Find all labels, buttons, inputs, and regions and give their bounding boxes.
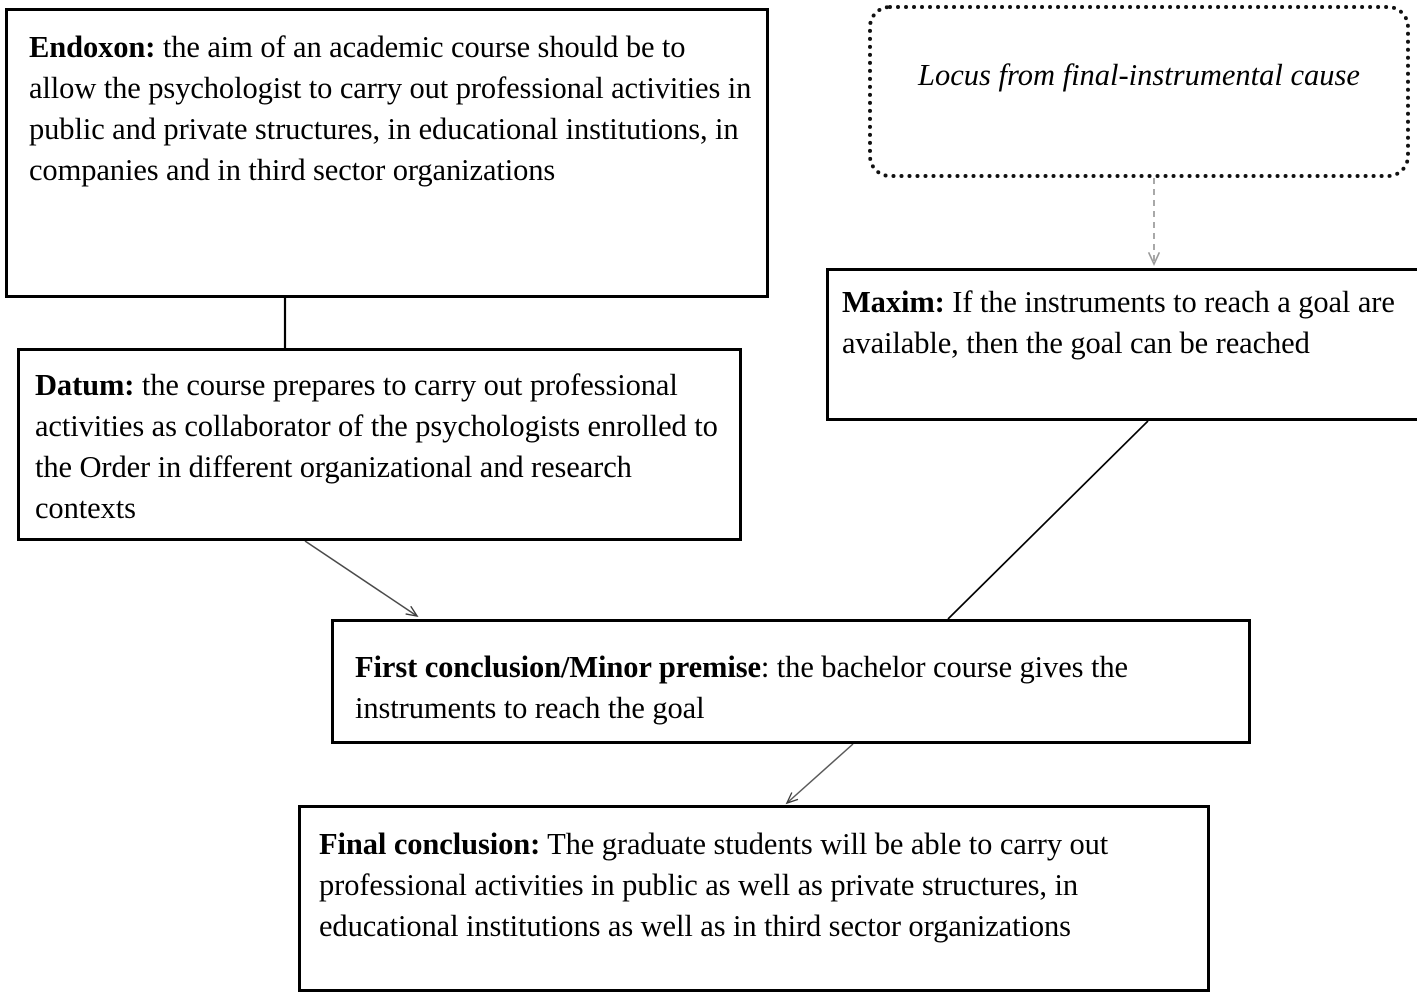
- node-datum-text: [35, 365, 729, 529]
- node-locus-text: Locus from final-instrumental cause: [918, 58, 1360, 92]
- node-final-conclusion[interactable]: [298, 805, 1210, 992]
- node-first-conclusion-body: : the bachelor course gives the instruments to reach the goal: [355, 650, 1128, 726]
- node-datum-body: the course prepares to carry out professional activities as collaborator of the psychologists enrolled to the Order in different organizational and research contexts: [35, 368, 718, 526]
- node-datum[interactable]: [17, 348, 742, 541]
- node-maxim-body: If the instruments to reach a goal are available, then the goal can be reached: [842, 285, 1395, 361]
- edge-datum-to-first-conclusion: [305, 541, 417, 616]
- node-first-conclusion-label: First conclusion/Minor premise: [355, 650, 761, 684]
- edge-maxim-to-first-conclusion: [948, 421, 1148, 619]
- node-maxim-label: Maxim:: [842, 285, 945, 319]
- node-endoxon-label: Endoxon:: [29, 30, 156, 64]
- node-final-conclusion-body: The graduate students will be able to carry out professional activities in public as well as private structures, in educational institutions as well as in third sector organizations: [319, 827, 1109, 944]
- node-final-conclusion-text: [319, 824, 1197, 947]
- edge-first-conclusion-to-final-conclusion: [787, 744, 853, 803]
- node-endoxon-text: [29, 27, 752, 191]
- node-maxim[interactable]: [826, 268, 1417, 421]
- node-locus[interactable]: [868, 5, 1410, 178]
- node-first-conclusion[interactable]: [331, 619, 1251, 744]
- node-datum-label: Datum:: [35, 368, 135, 402]
- node-maxim-text: [842, 282, 1410, 364]
- node-final-conclusion-label: Final conclusion:: [319, 827, 541, 861]
- node-first-conclusion-text: [355, 647, 1238, 729]
- node-endoxon-body: the aim of an academic course should be to allow the psychologist to carry out professional activities in public and private structures, in educational institutions, in companies and in third sector organizations: [29, 30, 752, 188]
- node-endoxon[interactable]: [5, 8, 769, 298]
